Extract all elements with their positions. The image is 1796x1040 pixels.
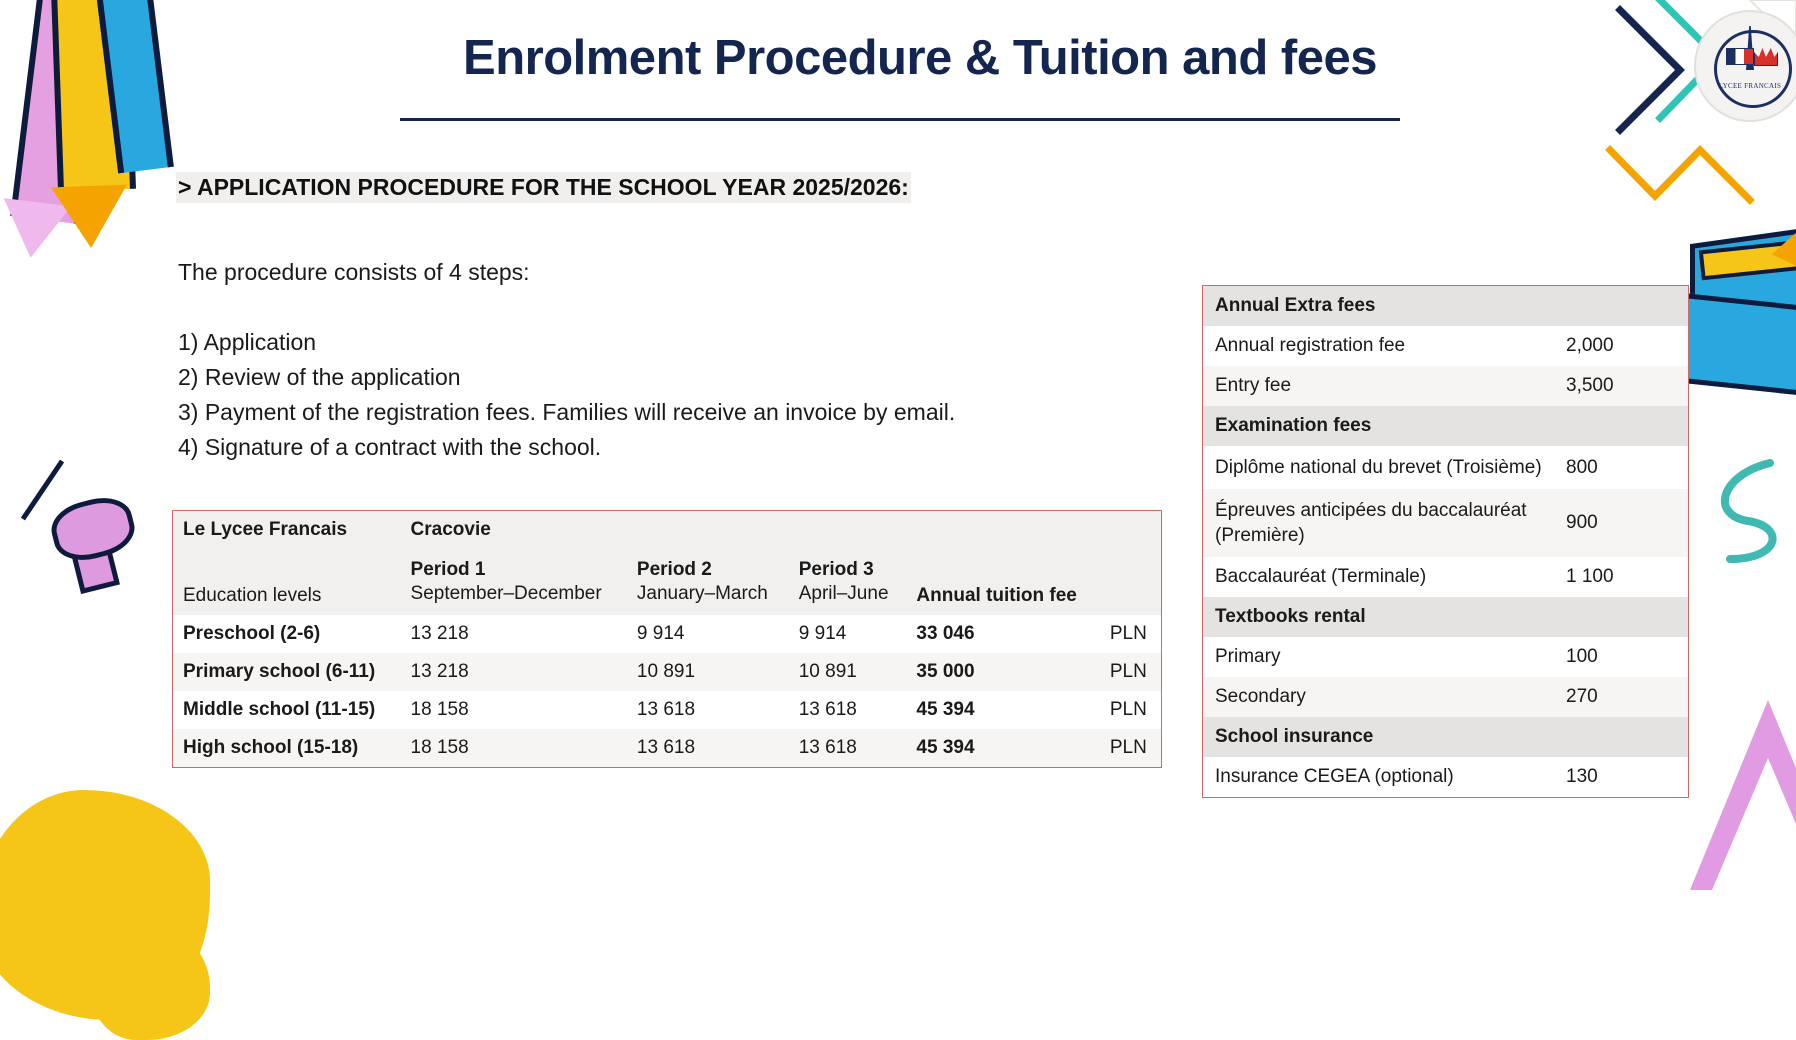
yellow-blob-shape-small <box>90 930 210 1040</box>
period1-amount: 13 218 <box>401 615 627 653</box>
empty-cell <box>906 511 1099 552</box>
header-period1-range: September–December <box>410 583 602 604</box>
pushpin-head-icon <box>46 491 140 567</box>
header-currency <box>1100 551 1162 615</box>
fee-label: Insurance CEGEA (optional) <box>1203 757 1555 798</box>
period3-amount: 9 914 <box>789 615 907 653</box>
header-levels: Education levels <box>173 551 401 615</box>
table-row <box>1203 489 1689 557</box>
table-row <box>1203 637 1689 677</box>
level-name: Middle school (11-15) <box>173 691 401 729</box>
section-title: Textbooks rental <box>1203 597 1555 637</box>
table-row <box>1203 446 1689 489</box>
fee-value: 3,500 <box>1554 366 1689 406</box>
step-item: 4) Signature of a contract with the school. <box>178 434 602 460</box>
fee-value: 1 100 <box>1554 557 1689 597</box>
annual-amount: 45 394 <box>906 691 1099 729</box>
header-period1 <box>401 551 627 615</box>
empty-cell <box>789 511 907 552</box>
empty-cell <box>1100 511 1162 552</box>
fee-value: 130 <box>1554 757 1689 798</box>
section-title: Annual Extra fees <box>1203 286 1555 327</box>
period1-amount: 18 158 <box>401 729 627 768</box>
period3-amount: 13 618 <box>789 729 907 768</box>
section-value <box>1554 717 1689 757</box>
table-row <box>1203 677 1689 717</box>
table-row-school <box>173 511 1162 552</box>
table-section-header <box>1203 406 1689 446</box>
pencil-tip-violet-icon <box>0 198 71 262</box>
section-value <box>1554 286 1689 327</box>
intro-paragraph: The procedure consists of 4 steps: <box>178 259 530 285</box>
header-period2-title: Period 2 <box>636 559 712 580</box>
book-cover-icon <box>1690 226 1796 364</box>
fee-label: Entry fee <box>1203 366 1555 406</box>
step-item: 1) Application <box>178 329 317 355</box>
level-name: High school (15-18) <box>173 729 401 768</box>
annual-amount: 35 000 <box>906 653 1099 691</box>
table-section-header <box>1203 717 1689 757</box>
step-item: 2) Review of the application <box>178 364 461 390</box>
section-title: School insurance <box>1203 717 1555 757</box>
header-period1-title: Period 1 <box>410 559 486 580</box>
table-row <box>173 691 1162 729</box>
pencil-blue-icon <box>92 0 174 173</box>
extra-fees-table <box>1202 285 1689 798</box>
period2-amount: 10 891 <box>627 653 789 691</box>
section-subheading: > APPLICATION PROCEDURE FOR THE SCHOOL YEAR 2025/2026: <box>176 172 911 203</box>
table-row-header <box>173 551 1162 615</box>
fee-value: 800 <box>1554 446 1689 489</box>
pencil-yellow-icon <box>50 0 136 191</box>
table-row <box>1203 366 1689 406</box>
annual-amount: 45 394 <box>906 729 1099 768</box>
steps-list <box>178 325 955 465</box>
currency-label: PLN <box>1100 729 1162 768</box>
city-cell: Cracovie <box>401 511 627 552</box>
pink-triangle-inner-shape <box>1712 758 1796 890</box>
header-period2-range: January–March <box>636 583 768 604</box>
table-section-header <box>1203 597 1689 637</box>
header-period3 <box>789 551 907 615</box>
empty-cell <box>627 511 789 552</box>
page-title: Enrolment Procedure & Tuition and fees <box>463 31 1377 85</box>
period3-amount: 10 891 <box>789 653 907 691</box>
header-annual: Annual tuition fee <box>906 551 1099 615</box>
fee-label: Épreuves anticipées du baccalauréat (Première) <box>1203 489 1555 557</box>
pencil-tip-yellow-icon <box>51 185 129 250</box>
period1-amount: 18 158 <box>401 691 627 729</box>
pushpin-needle-icon <box>21 460 64 521</box>
section-value <box>1554 406 1689 446</box>
table-row <box>1203 326 1689 366</box>
section-title: Examination fees <box>1203 406 1555 446</box>
fee-label: Secondary <box>1203 677 1555 717</box>
fee-value: 900 <box>1554 489 1689 557</box>
fee-label: Primary <box>1203 637 1555 677</box>
pushpin-neck-icon <box>68 532 120 594</box>
currency-label: PLN <box>1100 691 1162 729</box>
pencil-violet-icon <box>10 0 110 224</box>
book-bookmark-icon <box>1699 240 1796 281</box>
fee-value: 270 <box>1554 677 1689 717</box>
crest-label: LYCEE FRANCAIS <box>1718 82 1782 90</box>
fee-value: 100 <box>1554 637 1689 677</box>
step-item: 3) Payment of the registration fees. Families will receive an invoice by email. <box>178 399 956 425</box>
fee-label: Baccalauréat (Terminale) <box>1203 557 1555 597</box>
header-period3-range: April–June <box>798 583 889 604</box>
table-row <box>173 729 1162 768</box>
table-row <box>1203 557 1689 597</box>
fee-label: Diplôme national du brevet (Troisième) <box>1203 446 1555 489</box>
school-crest-logo <box>1694 10 1796 122</box>
french-flag-icon <box>1726 48 1754 65</box>
period1-amount: 13 218 <box>401 653 627 691</box>
header-period2 <box>627 551 789 615</box>
fee-label: Annual registration fee <box>1203 326 1555 366</box>
header-period3-title: Period 3 <box>798 559 874 580</box>
period2-amount: 9 914 <box>627 615 789 653</box>
table-section-header <box>1203 286 1689 327</box>
annual-amount: 33 046 <box>906 615 1099 653</box>
period2-amount: 13 618 <box>627 729 789 768</box>
period2-amount: 13 618 <box>627 691 789 729</box>
currency-label: PLN <box>1100 615 1162 653</box>
school-name-cell: Le Lycee Francais <box>173 511 401 552</box>
table-row <box>173 653 1162 691</box>
section-value <box>1554 597 1689 637</box>
level-name: Primary school (6-11) <box>173 653 401 691</box>
spark-icon <box>1772 224 1796 267</box>
table-row <box>173 615 1162 653</box>
table-row <box>1203 757 1689 798</box>
level-name: Preschool (2-6) <box>173 615 401 653</box>
currency-label: PLN <box>1100 653 1162 691</box>
period3-amount: 13 618 <box>789 691 907 729</box>
teal-squiggle-icon <box>1700 455 1796 575</box>
tuition-fees-table <box>172 510 1162 768</box>
fee-value: 2,000 <box>1554 326 1689 366</box>
title-underline <box>400 118 1400 121</box>
